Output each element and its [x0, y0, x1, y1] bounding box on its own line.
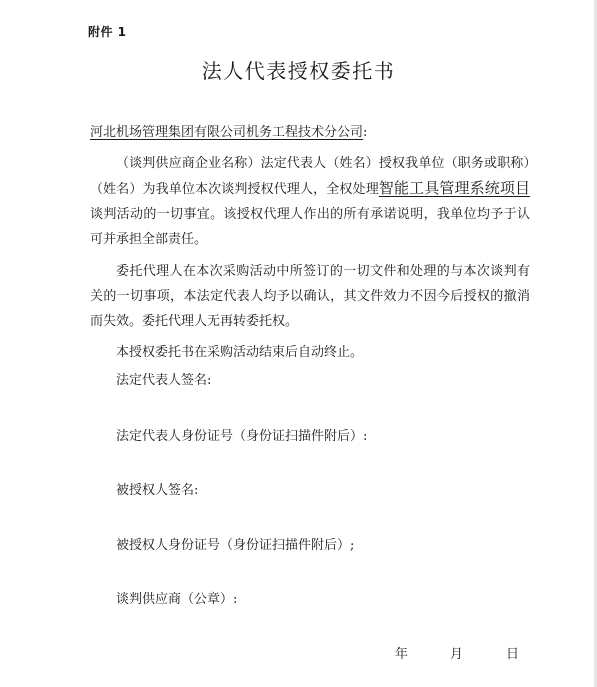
- agent-signature-line: 被授权人签名:: [116, 483, 199, 498]
- addressee-line: [90, 121, 367, 140]
- legal-rep-signature-line: 法定代表人签名:: [116, 373, 212, 388]
- paragraph1-end: 谈判活动的一切事宜。该授权代理人作出的所有承诺说明，我单位均予于认可并承担全部责任。: [90, 207, 530, 247]
- legal-rep-id-line: 法定代表人身份证号（身份证扫描件附后）:: [116, 429, 368, 444]
- authorization-paragraph: [90, 151, 530, 252]
- attachment-label: 附件 1: [88, 25, 127, 39]
- project-name: 智能工具管理系统项目: [378, 179, 530, 197]
- date-year: 年: [395, 647, 409, 662]
- agent-id-line: 被授权人身份证号（身份证扫描件附后）;: [116, 538, 355, 553]
- date-month: 月: [450, 647, 464, 662]
- confirmation-paragraph: 委托代理人在本次采购活动中所签订的一切文件和处理的与本次谈判有关的一切事项，本法定代表人均予以确认，其文件效力不因今后授权的撤消而失效。委托代理人无再转委托权。: [90, 264, 530, 329]
- addressee-name: 河北机场管理集团有限公司机务工程技术分公司: [90, 125, 364, 140]
- termination-paragraph: 本授权委托书在采购活动结束后自动终止。: [116, 345, 364, 360]
- date-day: 日: [506, 647, 520, 662]
- addressee-colon: :: [363, 125, 368, 140]
- paragraph1-start: （谈判供应商企业名称）法定代表人（姓名）授权我单位（职务或职称）（姓名）为我单位本次谈判授权代理人，全权处理: [90, 156, 530, 197]
- supplier-seal-line: 谈判供应商（公章）:: [116, 592, 238, 607]
- document-title: 法人代表授权委托书: [201, 59, 396, 83]
